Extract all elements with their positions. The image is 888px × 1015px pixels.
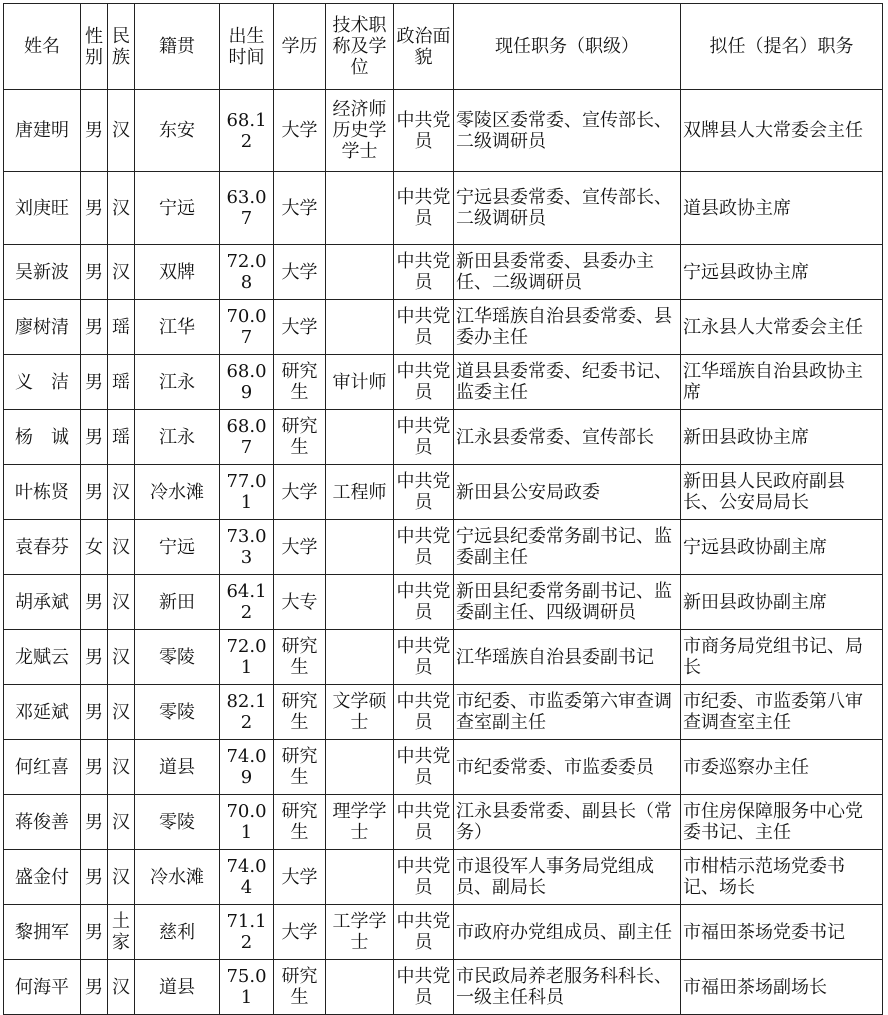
appointment-roster-table <box>3 3 883 1015</box>
cell-political-status: 中共党员 <box>394 960 454 1015</box>
cell-proposed-position: 双牌县人大常委会主任 <box>681 90 883 172</box>
cell-title-degree: 文学硕士 <box>326 685 394 740</box>
table-row <box>4 630 883 685</box>
header-title-degree: 技术职称及学位 <box>326 4 394 90</box>
cell-birth-date: 68.09 <box>220 355 274 410</box>
cell-political-status: 中共党员 <box>394 850 454 905</box>
cell-native-place: 零陵 <box>135 795 220 850</box>
cell-current-position: 市民政局养老服务科科长、一级主任科员 <box>454 960 681 1015</box>
cell-gender: 男 <box>81 300 108 355</box>
cell-title-degree <box>326 740 394 795</box>
cell-current-position: 江永县委常委、宣传部长 <box>454 410 681 465</box>
cell-name: 叶栋贤 <box>4 465 81 520</box>
cell-gender: 男 <box>81 850 108 905</box>
cell-political-status: 中共党员 <box>394 465 454 520</box>
cell-gender: 男 <box>81 905 108 960</box>
cell-proposed-position: 市委巡察办主任 <box>681 740 883 795</box>
cell-native-place: 道县 <box>135 740 220 795</box>
cell-birth-date: 70.07 <box>220 300 274 355</box>
cell-title-degree <box>326 300 394 355</box>
cell-ethnicity: 汉 <box>108 90 135 172</box>
table-row <box>4 685 883 740</box>
cell-political-status: 中共党员 <box>394 172 454 245</box>
cell-birth-date: 75.01 <box>220 960 274 1015</box>
cell-gender: 男 <box>81 465 108 520</box>
table-row <box>4 850 883 905</box>
cell-title-degree <box>326 850 394 905</box>
cell-ethnicity: 汉 <box>108 575 135 630</box>
cell-proposed-position: 道县政协主席 <box>681 172 883 245</box>
cell-political-status: 中共党员 <box>394 520 454 575</box>
cell-education: 大学 <box>274 905 326 960</box>
cell-native-place: 道县 <box>135 960 220 1015</box>
cell-native-place: 宁远 <box>135 520 220 575</box>
cell-birth-date: 64.12 <box>220 575 274 630</box>
cell-birth-date: 72.08 <box>220 245 274 300</box>
cell-birth-date: 71.12 <box>220 905 274 960</box>
cell-birth-date: 70.01 <box>220 795 274 850</box>
cell-title-degree <box>326 410 394 465</box>
cell-proposed-position: 市纪委、市监委第八审查调查室主任 <box>681 685 883 740</box>
cell-title-degree <box>326 575 394 630</box>
table-row <box>4 575 883 630</box>
cell-ethnicity: 瑶 <box>108 410 135 465</box>
cell-native-place: 江华 <box>135 300 220 355</box>
table-row <box>4 90 883 172</box>
cell-name: 刘庚旺 <box>4 172 81 245</box>
header-proposed-position: 拟任（提名）职务 <box>681 4 883 90</box>
cell-current-position: 江华瑶族自治县委常委、县委办主任 <box>454 300 681 355</box>
header-name: 姓名 <box>4 4 81 90</box>
cell-education: 大学 <box>274 172 326 245</box>
table-row <box>4 172 883 245</box>
cell-gender: 女 <box>81 520 108 575</box>
cell-birth-date: 72.01 <box>220 630 274 685</box>
cell-birth-date: 82.12 <box>220 685 274 740</box>
header-current-position: 现任职务（职级） <box>454 4 681 90</box>
table-row <box>4 740 883 795</box>
cell-gender: 男 <box>81 685 108 740</box>
cell-current-position: 新田县公安局政委 <box>454 465 681 520</box>
cell-ethnicity: 瑶 <box>108 300 135 355</box>
cell-title-degree <box>326 960 394 1015</box>
cell-ethnicity: 汉 <box>108 795 135 850</box>
table-row <box>4 465 883 520</box>
cell-birth-date: 68.07 <box>220 410 274 465</box>
cell-native-place: 慈利 <box>135 905 220 960</box>
cell-name: 蒋俊善 <box>4 795 81 850</box>
header-education: 学历 <box>274 4 326 90</box>
cell-current-position: 市纪委、市监委第六审查调查室副主任 <box>454 685 681 740</box>
cell-gender: 男 <box>81 740 108 795</box>
cell-title-degree <box>326 630 394 685</box>
cell-political-status: 中共党员 <box>394 740 454 795</box>
cell-political-status: 中共党员 <box>394 355 454 410</box>
cell-education: 大学 <box>274 300 326 355</box>
cell-birth-date: 74.04 <box>220 850 274 905</box>
cell-proposed-position: 新田县政协主席 <box>681 410 883 465</box>
cell-gender: 男 <box>81 410 108 465</box>
cell-birth-date: 77.01 <box>220 465 274 520</box>
cell-political-status: 中共党员 <box>394 245 454 300</box>
cell-native-place: 双牌 <box>135 245 220 300</box>
header-ethnicity: 民族 <box>108 4 135 90</box>
cell-current-position: 宁远县委常委、宣传部长、二级调研员 <box>454 172 681 245</box>
cell-birth-date: 73.03 <box>220 520 274 575</box>
cell-ethnicity: 汉 <box>108 520 135 575</box>
cell-proposed-position: 江永县人大常委会主任 <box>681 300 883 355</box>
cell-name: 龙赋云 <box>4 630 81 685</box>
cell-current-position: 新田县纪委常务副书记、监委副主任、四级调研员 <box>454 575 681 630</box>
cell-name: 胡承斌 <box>4 575 81 630</box>
cell-proposed-position: 市福田茶场副场长 <box>681 960 883 1015</box>
table-row <box>4 245 883 300</box>
cell-current-position: 新田县委常委、县委办主任、二级调研员 <box>454 245 681 300</box>
cell-birth-date: 63.07 <box>220 172 274 245</box>
cell-birth-date: 68.12 <box>220 90 274 172</box>
cell-political-status: 中共党员 <box>394 410 454 465</box>
cell-proposed-position: 新田县人民政府副县长、公安局局长 <box>681 465 883 520</box>
cell-name: 廖树清 <box>4 300 81 355</box>
cell-native-place: 江永 <box>135 355 220 410</box>
cell-proposed-position: 市商务局党组书记、局长 <box>681 630 883 685</box>
cell-native-place: 冷水滩 <box>135 465 220 520</box>
cell-ethnicity: 汉 <box>108 465 135 520</box>
cell-gender: 男 <box>81 172 108 245</box>
cell-education: 研究生 <box>274 630 326 685</box>
cell-native-place: 零陵 <box>135 630 220 685</box>
cell-education: 研究生 <box>274 410 326 465</box>
cell-native-place: 零陵 <box>135 685 220 740</box>
cell-name: 吴新波 <box>4 245 81 300</box>
cell-ethnicity: 土家 <box>108 905 135 960</box>
cell-native-place: 宁远 <box>135 172 220 245</box>
cell-title-degree <box>326 520 394 575</box>
table-row <box>4 795 883 850</box>
cell-political-status: 中共党员 <box>394 685 454 740</box>
cell-gender: 男 <box>81 90 108 172</box>
table-row <box>4 300 883 355</box>
cell-ethnicity: 汉 <box>108 172 135 245</box>
cell-title-degree: 理学学士 <box>326 795 394 850</box>
cell-gender: 男 <box>81 245 108 300</box>
cell-education: 大学 <box>274 465 326 520</box>
cell-title-degree: 经济师历史学学士 <box>326 90 394 172</box>
cell-proposed-position: 市福田茶场党委书记 <box>681 905 883 960</box>
cell-ethnicity: 汉 <box>108 245 135 300</box>
header-birth-date: 出生时间 <box>220 4 274 90</box>
cell-education: 大专 <box>274 575 326 630</box>
cell-proposed-position: 新田县政协副主席 <box>681 575 883 630</box>
cell-native-place: 江永 <box>135 410 220 465</box>
table-row <box>4 355 883 410</box>
table-row <box>4 520 883 575</box>
cell-name: 何海平 <box>4 960 81 1015</box>
cell-current-position: 江华瑶族自治县委副书记 <box>454 630 681 685</box>
cell-proposed-position: 宁远县政协副主席 <box>681 520 883 575</box>
cell-birth-date: 74.09 <box>220 740 274 795</box>
cell-title-degree: 工学学士 <box>326 905 394 960</box>
cell-name: 盛金付 <box>4 850 81 905</box>
cell-native-place: 东安 <box>135 90 220 172</box>
cell-ethnicity: 汉 <box>108 630 135 685</box>
cell-name: 何红喜 <box>4 740 81 795</box>
cell-political-status: 中共党员 <box>394 575 454 630</box>
cell-political-status: 中共党员 <box>394 90 454 172</box>
header-gender: 性别 <box>81 4 108 90</box>
cell-gender: 男 <box>81 630 108 685</box>
cell-ethnicity: 汉 <box>108 685 135 740</box>
cell-title-degree <box>326 245 394 300</box>
cell-political-status: 中共党员 <box>394 300 454 355</box>
cell-current-position: 零陵区委常委、宣传部长、二级调研员 <box>454 90 681 172</box>
cell-political-status: 中共党员 <box>394 795 454 850</box>
cell-ethnicity: 汉 <box>108 740 135 795</box>
table-header-row <box>4 4 883 90</box>
cell-proposed-position: 市住房保障服务中心党委书记、主任 <box>681 795 883 850</box>
cell-native-place: 新田 <box>135 575 220 630</box>
header-native-place: 籍贯 <box>135 4 220 90</box>
header-political-status: 政治面貌 <box>394 4 454 90</box>
cell-current-position: 市纪委常委、市监委委员 <box>454 740 681 795</box>
table-row <box>4 905 883 960</box>
cell-ethnicity: 汉 <box>108 960 135 1015</box>
cell-gender: 男 <box>81 960 108 1015</box>
cell-proposed-position: 市柑桔示范场党委书记、场长 <box>681 850 883 905</box>
cell-ethnicity: 瑶 <box>108 355 135 410</box>
cell-education: 大学 <box>274 520 326 575</box>
cell-title-degree: 工程师 <box>326 465 394 520</box>
cell-current-position: 江永县委常委、副县长（常务） <box>454 795 681 850</box>
cell-current-position: 市政府办党组成员、副主任 <box>454 905 681 960</box>
cell-education: 研究生 <box>274 795 326 850</box>
cell-gender: 男 <box>81 575 108 630</box>
cell-education: 研究生 <box>274 685 326 740</box>
cell-title-degree <box>326 172 394 245</box>
cell-proposed-position: 江华瑶族自治县政协主席 <box>681 355 883 410</box>
cell-education: 大学 <box>274 90 326 172</box>
cell-name: 黎拥军 <box>4 905 81 960</box>
table-row <box>4 410 883 465</box>
cell-current-position: 道县县委常委、纪委书记、监委主任 <box>454 355 681 410</box>
cell-political-status: 中共党员 <box>394 630 454 685</box>
cell-education: 研究生 <box>274 355 326 410</box>
cell-gender: 男 <box>81 355 108 410</box>
cell-name: 袁春芬 <box>4 520 81 575</box>
table-body <box>4 90 883 1015</box>
cell-education: 研究生 <box>274 960 326 1015</box>
cell-political-status: 中共党员 <box>394 905 454 960</box>
cell-current-position: 市退役军人事务局党组成员、副局长 <box>454 850 681 905</box>
cell-title-degree: 审计师 <box>326 355 394 410</box>
cell-education: 研究生 <box>274 740 326 795</box>
cell-name: 杨 诚 <box>4 410 81 465</box>
cell-name: 义 洁 <box>4 355 81 410</box>
cell-ethnicity: 汉 <box>108 850 135 905</box>
table-row <box>4 960 883 1015</box>
cell-name: 唐建明 <box>4 90 81 172</box>
cell-name: 邓延斌 <box>4 685 81 740</box>
cell-education: 大学 <box>274 245 326 300</box>
cell-proposed-position: 宁远县政协主席 <box>681 245 883 300</box>
cell-gender: 男 <box>81 795 108 850</box>
cell-education: 大学 <box>274 850 326 905</box>
cell-current-position: 宁远县纪委常务副书记、监委副主任 <box>454 520 681 575</box>
cell-native-place: 冷水滩 <box>135 850 220 905</box>
